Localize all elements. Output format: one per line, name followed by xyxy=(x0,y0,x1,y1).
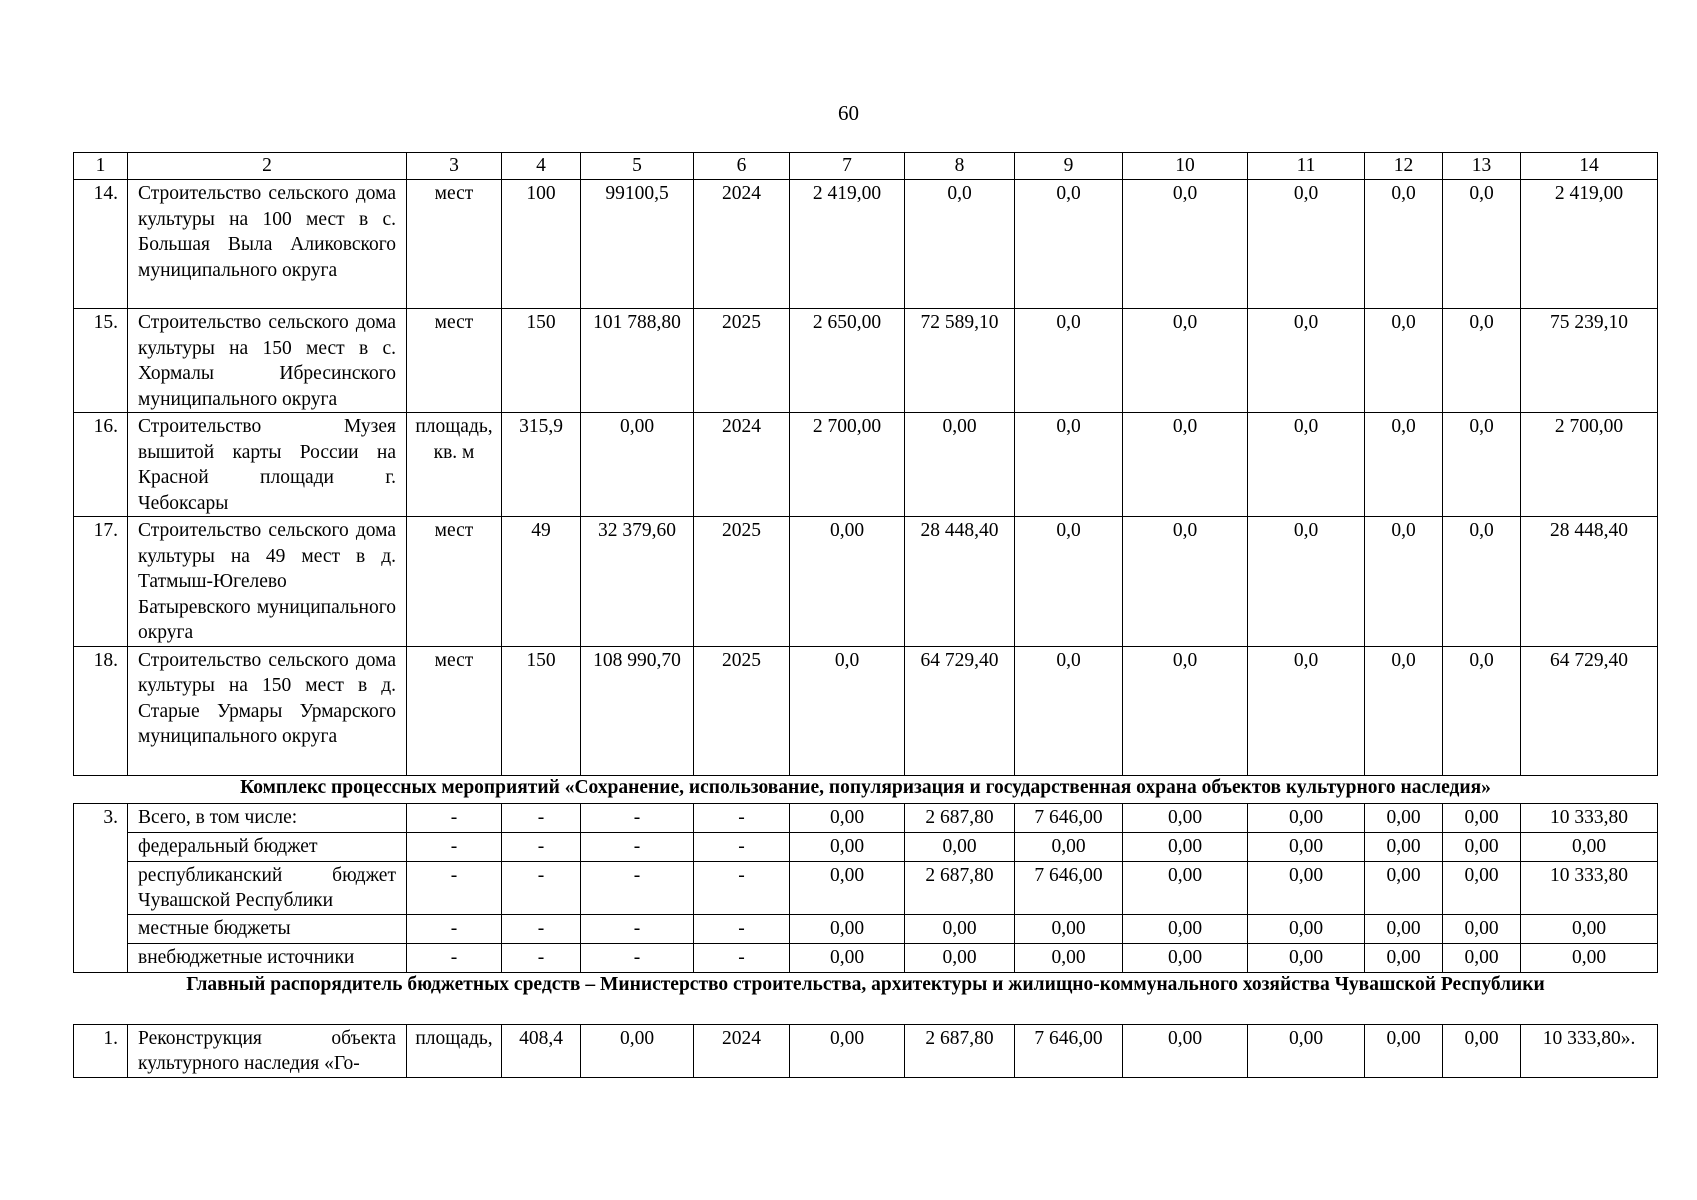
value-cell: 0,0 xyxy=(1015,517,1123,647)
value-cell: 0,0 xyxy=(1123,413,1248,517)
column-number-header: 3 xyxy=(407,153,502,180)
value-cell: 0,0 xyxy=(1443,413,1521,517)
budget-source-label: внебюджетные источники xyxy=(128,943,407,972)
dash-cell: - xyxy=(581,914,694,943)
value-cell: 0,00 xyxy=(1365,803,1443,832)
section-row xyxy=(74,972,1658,1024)
value-cell: 64 729,40 xyxy=(905,646,1015,775)
value-cell: 0,00 xyxy=(1123,914,1248,943)
value-cell: 7 646,00 xyxy=(1015,861,1123,914)
column-number-header: 8 xyxy=(905,153,1015,180)
column-number-header: 4 xyxy=(502,153,581,180)
section-heading-complex: Комплекс процессных мероприятий «Сохранение, использование, популяризация и государственная охрана объектов культурного наследия» xyxy=(74,775,1658,803)
dash-cell: - xyxy=(581,803,694,832)
object-name: Строительство Музея вышитой карты России на Красной площади г. Чебоксары xyxy=(128,413,407,517)
column-number-header: 11 xyxy=(1248,153,1365,180)
row-number: 1. xyxy=(74,1024,128,1077)
column-number-header: 10 xyxy=(1123,153,1248,180)
row-number: 15. xyxy=(74,309,128,413)
column-number-header: 6 xyxy=(694,153,790,180)
value-cell: 0,00 xyxy=(1123,943,1248,972)
table-row xyxy=(74,309,1658,413)
section-heading-ministry: Главный распорядитель бюджетных средств – Министерство строительства, архитектуры и жилищно-коммунального хозяйства Чувашской Республики xyxy=(74,972,1658,1024)
unit-cell: мест xyxy=(407,517,502,647)
dash-cell: - xyxy=(694,914,790,943)
empty-cell xyxy=(74,914,128,943)
object-name: Строительство сельского дома культуры на 49 мест в д. Татмыш-Югелево Батыревского муниципального округа xyxy=(128,517,407,647)
value-cell: 2 700,00 xyxy=(790,413,905,517)
page-number: 60 xyxy=(838,101,859,125)
dash-cell: - xyxy=(502,861,581,914)
value-cell: 0,00 xyxy=(790,1024,905,1077)
value-cell: 0,0 xyxy=(1365,180,1443,309)
year-cell: 2024 xyxy=(694,1024,790,1077)
value-cell: 0,00 xyxy=(1365,943,1443,972)
budget-source-label: республиканский бюджет Чувашской Республики xyxy=(128,861,407,914)
column-number-header: 5 xyxy=(581,153,694,180)
total-cell: 0,00 xyxy=(1521,943,1658,972)
value-cell: 0,00 xyxy=(1248,914,1365,943)
value-cell: 0,0 xyxy=(1443,309,1521,413)
dash-cell: - xyxy=(407,943,502,972)
totals-row xyxy=(74,832,1658,861)
row-number: 3. xyxy=(74,803,128,832)
value-cell: 0,00 xyxy=(1365,1024,1443,1077)
value-cell: 0,0 xyxy=(1443,646,1521,775)
dash-cell: - xyxy=(502,914,581,943)
unit-cell: мест xyxy=(407,309,502,413)
row-number: 18. xyxy=(74,646,128,775)
value-cell: 0,00 xyxy=(905,832,1015,861)
empty-cell xyxy=(74,861,128,914)
table-row xyxy=(74,413,1658,517)
dash-cell: - xyxy=(407,861,502,914)
empty-cell xyxy=(74,832,128,861)
column-number-header: 14 xyxy=(1521,153,1658,180)
cost-cell: 99100,5 xyxy=(581,180,694,309)
cost-cell: 0,00 xyxy=(581,413,694,517)
object-name: Строительство сельского дома культуры на 150 мест в с. Хормалы Ибресинского муниципального округа xyxy=(128,309,407,413)
totals-row xyxy=(74,943,1658,972)
value-cell: 0,00 xyxy=(905,914,1015,943)
section-row xyxy=(74,775,1658,803)
value-cell: 0,00 xyxy=(905,943,1015,972)
value-cell: 0,00 xyxy=(1248,803,1365,832)
unit-cell: мест xyxy=(407,646,502,775)
dash-cell: - xyxy=(581,943,694,972)
value-cell: 2 650,00 xyxy=(790,309,905,413)
table-row xyxy=(74,517,1658,647)
value-cell: 0,00 xyxy=(790,803,905,832)
year-cell: 2025 xyxy=(694,646,790,775)
value-cell: 0,00 xyxy=(1365,914,1443,943)
column-number-header: 13 xyxy=(1443,153,1521,180)
value-cell: 0,00 xyxy=(1015,943,1123,972)
value-cell: 0,0 xyxy=(1248,517,1365,647)
value-cell: 0,00 xyxy=(1365,832,1443,861)
budget-source-label: местные бюджеты xyxy=(128,914,407,943)
value-cell: 2 687,80 xyxy=(905,803,1015,832)
value-cell: 0,0 xyxy=(790,646,905,775)
budget-source-label: федеральный бюджет xyxy=(128,832,407,861)
table-row xyxy=(74,180,1658,309)
value-cell: 0,00 xyxy=(1123,1024,1248,1077)
value-cell: 0,00 xyxy=(905,413,1015,517)
capacity-cell: 150 xyxy=(502,646,581,775)
value-cell: 0,0 xyxy=(1248,309,1365,413)
row-number: 16. xyxy=(74,413,128,517)
object-name: Реконструкция объекта культурного наследия «Го- xyxy=(128,1024,407,1077)
dash-cell: - xyxy=(407,803,502,832)
budget-table xyxy=(73,152,1658,1078)
value-cell: 0,0 xyxy=(1365,309,1443,413)
totals-row xyxy=(74,914,1658,943)
unit-cell: площадь, xyxy=(407,1024,502,1077)
value-cell: 0,00 xyxy=(1123,861,1248,914)
value-cell: 0,00 xyxy=(1365,861,1443,914)
value-cell: 0,00 xyxy=(1248,861,1365,914)
unit-cell: площадь, кв. м xyxy=(407,413,502,517)
total-cell: 2 700,00 xyxy=(1521,413,1658,517)
object-name: Строительство сельского дома культуры на 100 мест в с. Большая Выла Аликовского муниципального округа xyxy=(128,180,407,309)
total-cell: 0,00 xyxy=(1521,832,1658,861)
value-cell: 0,0 xyxy=(1248,413,1365,517)
dash-cell: - xyxy=(694,943,790,972)
value-cell: 0,00 xyxy=(790,943,905,972)
totals-row xyxy=(74,803,1658,832)
value-cell: 0,0 xyxy=(1015,413,1123,517)
year-cell: 2024 xyxy=(694,413,790,517)
value-cell: 2 419,00 xyxy=(790,180,905,309)
value-cell: 0,00 xyxy=(1123,803,1248,832)
total-cell: 10 333,80 xyxy=(1521,861,1658,914)
table-row xyxy=(74,646,1658,775)
column-number-header: 7 xyxy=(790,153,905,180)
column-number-header: 1 xyxy=(74,153,128,180)
total-cell: 0,00 xyxy=(1521,914,1658,943)
capacity-cell: 408,4 xyxy=(502,1024,581,1077)
row-number: 17. xyxy=(74,517,128,647)
value-cell: 0,00 xyxy=(1248,832,1365,861)
total-cell: 75 239,10 xyxy=(1521,309,1658,413)
dash-cell: - xyxy=(502,832,581,861)
value-cell: 0,00 xyxy=(1443,1024,1521,1077)
value-cell: 0,00 xyxy=(1123,832,1248,861)
total-cell: 10 333,80 xyxy=(1521,803,1658,832)
cost-cell: 108 990,70 xyxy=(581,646,694,775)
value-cell: 0,00 xyxy=(790,517,905,647)
column-number-header-row xyxy=(74,153,1658,180)
value-cell: 0,00 xyxy=(790,832,905,861)
empty-cell xyxy=(74,943,128,972)
value-cell: 0,0 xyxy=(1123,517,1248,647)
dash-cell: - xyxy=(581,861,694,914)
total-cell: 2 419,00 xyxy=(1521,180,1658,309)
totals-row xyxy=(74,861,1658,914)
value-cell: 2 687,80 xyxy=(905,861,1015,914)
value-cell: 0,00 xyxy=(1443,914,1521,943)
cost-cell: 101 788,80 xyxy=(581,309,694,413)
value-cell: 0,0 xyxy=(1123,309,1248,413)
value-cell: 0,00 xyxy=(1443,861,1521,914)
value-cell: 0,0 xyxy=(1443,517,1521,647)
total-cell: 28 448,40 xyxy=(1521,517,1658,647)
table-row xyxy=(74,1024,1658,1077)
value-cell: 7 646,00 xyxy=(1015,1024,1123,1077)
value-cell: 0,00 xyxy=(790,861,905,914)
object-name: Строительство сельского дома культуры на 150 мест в д. Старые Урмары Урмарского муниципального округа xyxy=(128,646,407,775)
value-cell: 7 646,00 xyxy=(1015,803,1123,832)
column-number-header: 2 xyxy=(128,153,407,180)
total-cell: 10 333,80». xyxy=(1521,1024,1658,1077)
value-cell: 0,00 xyxy=(1015,914,1123,943)
value-cell: 0,0 xyxy=(1248,180,1365,309)
value-cell: 28 448,40 xyxy=(905,517,1015,647)
column-number-header: 9 xyxy=(1015,153,1123,180)
capacity-cell: 100 xyxy=(502,180,581,309)
value-cell: 0,00 xyxy=(1248,943,1365,972)
dash-cell: - xyxy=(694,832,790,861)
value-cell: 0,00 xyxy=(790,914,905,943)
cost-cell: 0,00 xyxy=(581,1024,694,1077)
value-cell: 0,0 xyxy=(1123,180,1248,309)
year-cell: 2025 xyxy=(694,309,790,413)
budget-source-label: Всего, в том числе: xyxy=(128,803,407,832)
year-cell: 2024 xyxy=(694,180,790,309)
column-number-header: 12 xyxy=(1365,153,1443,180)
value-cell: 0,0 xyxy=(1015,646,1123,775)
value-cell: 0,0 xyxy=(1015,309,1123,413)
unit-cell: мест xyxy=(407,180,502,309)
dash-cell: - xyxy=(581,832,694,861)
value-cell: 0,00 xyxy=(1443,803,1521,832)
value-cell: 0,00 xyxy=(1443,943,1521,972)
value-cell: 0,00 xyxy=(1248,1024,1365,1077)
dash-cell: - xyxy=(407,832,502,861)
total-cell: 64 729,40 xyxy=(1521,646,1658,775)
value-cell: 0,0 xyxy=(1365,517,1443,647)
value-cell: 0,0 xyxy=(1015,180,1123,309)
dash-cell: - xyxy=(407,914,502,943)
dash-cell: - xyxy=(502,803,581,832)
capacity-cell: 150 xyxy=(502,309,581,413)
value-cell: 0,0 xyxy=(1365,646,1443,775)
value-cell: 2 687,80 xyxy=(905,1024,1015,1077)
year-cell: 2025 xyxy=(694,517,790,647)
value-cell: 0,0 xyxy=(905,180,1015,309)
value-cell: 0,0 xyxy=(1248,646,1365,775)
dash-cell: - xyxy=(694,861,790,914)
value-cell: 72 589,10 xyxy=(905,309,1015,413)
value-cell: 0,00 xyxy=(1443,832,1521,861)
capacity-cell: 315,9 xyxy=(502,413,581,517)
value-cell: 0,0 xyxy=(1365,413,1443,517)
cost-cell: 32 379,60 xyxy=(581,517,694,647)
dash-cell: - xyxy=(694,803,790,832)
capacity-cell: 49 xyxy=(502,517,581,647)
value-cell: 0,00 xyxy=(1015,832,1123,861)
value-cell: 0,0 xyxy=(1443,180,1521,309)
value-cell: 0,0 xyxy=(1123,646,1248,775)
dash-cell: - xyxy=(502,943,581,972)
row-number: 14. xyxy=(74,180,128,309)
